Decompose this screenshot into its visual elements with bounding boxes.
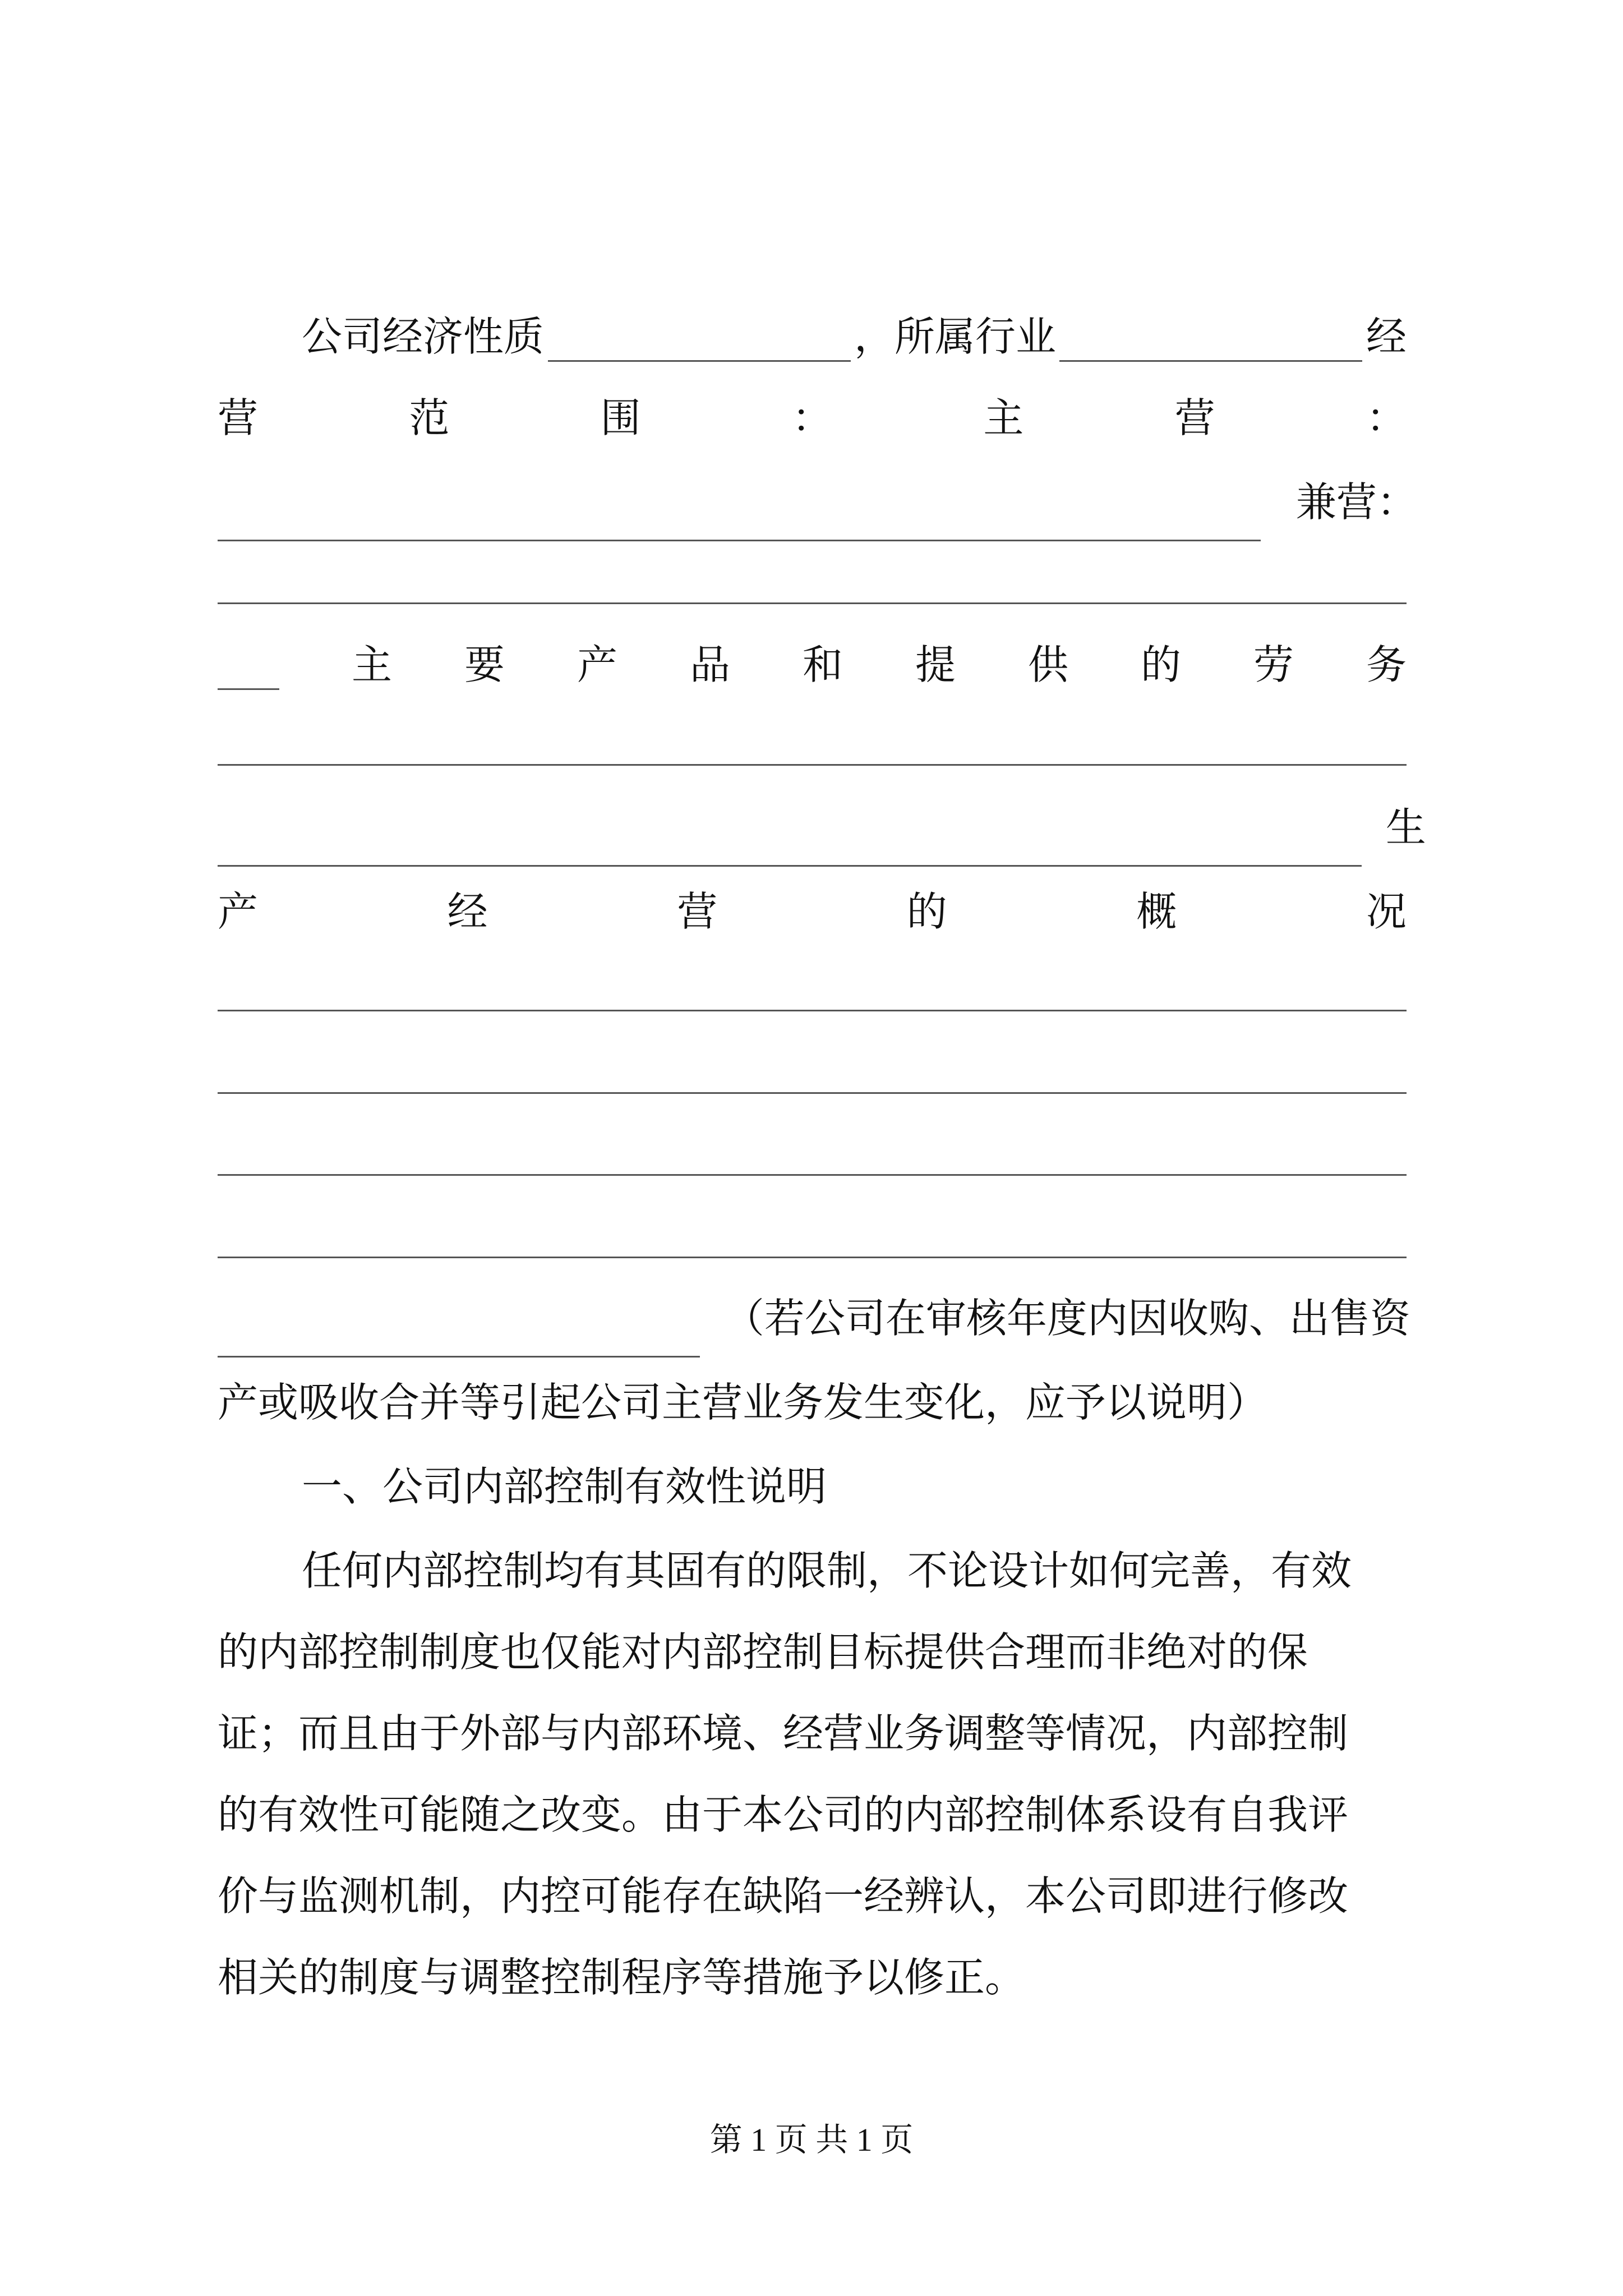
form-line-production-start <box>218 788 1426 867</box>
paragraph-line-text: 证；而且由于外部与内部环境、经营业务调整等情况，内部控制 <box>218 1710 1349 1757</box>
production-char: 概 <box>1136 888 1177 935</box>
production-char: 产 <box>218 888 259 935</box>
main-business-blank[interactable] <box>218 491 1261 541</box>
paragraph-line <box>218 1531 1407 1610</box>
form-line-note <box>218 1279 1410 1358</box>
products-char: 产 <box>577 641 617 688</box>
production-blank[interactable] <box>218 1174 1407 1176</box>
production-char: 的 <box>906 888 947 935</box>
scope-char: 范 <box>409 394 450 441</box>
change-note: （若公司在审核年度内因收购、出售资 <box>723 1295 1410 1342</box>
production-blank[interactable] <box>218 1010 1407 1011</box>
side-business-blank-end[interactable] <box>218 640 279 690</box>
products-blank-end[interactable] <box>218 817 1362 867</box>
form-line-side-business <box>218 463 1417 541</box>
production-label-start: 生 <box>1385 804 1426 851</box>
industry-label: ，所属行业 <box>854 313 1056 360</box>
paragraph-line-text: 任何内部控制均有其固有的限制，不论设计如何完善，有效 <box>302 1547 1352 1594</box>
production-blank[interactable] <box>218 1257 1407 1258</box>
form-line-nature <box>218 297 1407 376</box>
section-heading-text: 一、公司内部控制有效性说明 <box>302 1463 827 1510</box>
scope-char: 营 <box>218 394 259 441</box>
products-char: 提 <box>915 641 956 688</box>
form-line-products <box>218 625 1407 704</box>
products-char: 的 <box>1140 641 1181 688</box>
scope-char: ： <box>791 394 832 441</box>
products-char: 主 <box>351 641 392 688</box>
paragraph-line-text: 的有效性可能随之改变。由于本公司的内部控制体系设有自我评 <box>218 1791 1349 1838</box>
page-footer <box>0 2115 1623 2165</box>
scope-char: ： <box>1366 394 1407 441</box>
products-char: 品 <box>689 641 730 688</box>
paragraph-line <box>218 1613 1407 1691</box>
form-line-scope <box>218 379 1407 457</box>
form-line-production <box>218 872 1407 951</box>
section-heading <box>218 1447 1407 1526</box>
production-blank-end[interactable] <box>218 1308 700 1358</box>
side-business-label: 兼营： <box>1295 478 1417 526</box>
industry-blank[interactable] <box>1059 312 1362 362</box>
paragraph-line-text: 相关的制度与调整控制程序等措施予以修正。 <box>218 1954 1026 2001</box>
economic-nature-blank[interactable] <box>548 312 851 362</box>
paragraph-line-text: 价与监测机制，内控可能存在缺陷一经辨认，本公司即进行修改 <box>218 1872 1349 1920</box>
products-char: 务 <box>1366 641 1407 688</box>
scope-char: 营 <box>1174 394 1215 441</box>
paragraph-line-text: 的内部控制制度也仅能对内部控制目标提供合理而非绝对的保 <box>218 1628 1308 1676</box>
production-char: 营 <box>677 888 718 935</box>
products-char: 和 <box>802 641 843 688</box>
economic-nature-label: 公司经济性质 <box>302 313 545 360</box>
products-char: 要 <box>464 641 505 688</box>
paragraph-line <box>218 1694 1407 1773</box>
paragraph-line <box>218 1775 1407 1854</box>
paragraph-line <box>218 1857 1407 1935</box>
page-number: 第 1 页 共 1 页 <box>709 2122 914 2158</box>
business-scope-label-start: 经 <box>1366 313 1407 360</box>
paragraph-line <box>218 1938 1407 2017</box>
products-char: 劳 <box>1253 641 1294 688</box>
products-blank[interactable] <box>218 764 1407 766</box>
production-blank[interactable] <box>218 1092 1407 1094</box>
side-business-blank[interactable] <box>218 602 1407 604</box>
scope-char: 主 <box>983 394 1024 441</box>
production-char: 经 <box>447 888 488 935</box>
products-char: 供 <box>1027 641 1068 688</box>
scope-char: 围 <box>600 394 641 441</box>
production-char: 况 <box>1366 888 1407 935</box>
change-note-continued: 产或吸收合并等引起公司主营业务发生变化，应予以说明） <box>218 1379 1268 1426</box>
form-line-note-cont <box>218 1363 1407 1442</box>
